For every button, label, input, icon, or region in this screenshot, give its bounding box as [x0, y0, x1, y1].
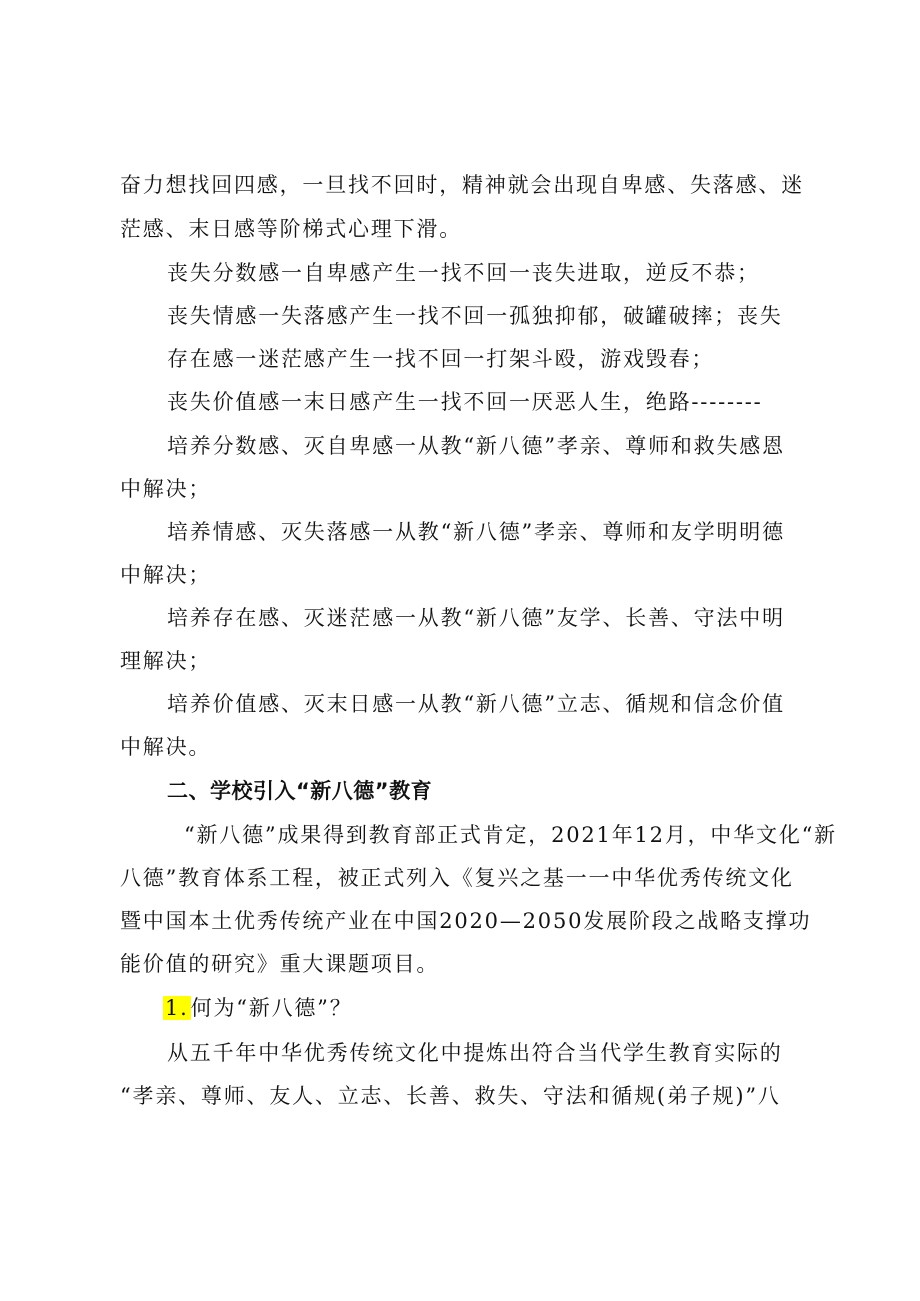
subheading: [163, 993, 353, 1023]
paragraph-line: 能价值的研究》重大课题项目。: [120, 952, 440, 976]
subheading-number: 1.: [165, 996, 189, 1020]
subheading-text: 何为“新八德”？: [190, 996, 353, 1020]
list-item: 存在感一迷茫感产生一找不回一打架斗殴，游戏毁春；: [167, 347, 715, 371]
list-item: 丧失价值感一末日感产生一找不回一厌恶人生，绝路--------: [167, 390, 763, 414]
list-item: 培养情感、灭失落感一从教“新八德”孝亲、尊师和友学明明德: [167, 520, 785, 544]
list-item: 培养价值感、灭末日感一从教“新八德”立志、循规和信念价值: [167, 692, 785, 716]
list-item: 丧失情感一失落感产生一找不回一孤独抑郁，破罐破摔；丧失: [167, 304, 783, 328]
list-item: 培养存在感、灭迷茫感一从教“新八德”友学、长善、守法中明: [167, 606, 785, 630]
paragraph-line: 奋力想找回四感，一旦找不回时，精神就会出现自卑感、失落感、迷: [120, 173, 804, 197]
paragraph-line: 茫感、末日感等阶梯式心理下滑。: [120, 217, 462, 241]
paragraph-line: 从五千年中华优秀传统文化中提炼出符合当代学生教育实际的: [167, 1041, 783, 1065]
paragraph-line: 暨中国本土优秀传统产业在中国2020—2050发展阶段之战略支撑功: [120, 909, 812, 933]
list-item-continuation: 中解决；: [120, 563, 212, 587]
list-item: 丧失分数感一自卑感产生一找不回一丧失进取，逆反不恭；: [167, 261, 760, 285]
paragraph-line: “孝亲、尊师、友人、立志、长善、救失、守法和循规(弟子规)”八: [120, 1084, 781, 1108]
section-heading: 二、学校引入“新八德”教育: [167, 779, 433, 803]
paragraph-line: “新八德”成果得到教育部正式肯定，2021年12月，中华文化“新: [184, 823, 837, 847]
list-item: 培养分数感、灭自卑感一从教“新八德”孝亲、尊师和救失感恩: [167, 434, 785, 458]
list-item-continuation: 中解决；: [120, 477, 212, 501]
list-item-continuation: 中解决。: [120, 735, 212, 759]
paragraph-line: 八德”教育体系工程，被正式列入《复兴之基一一中华优秀传统文化: [120, 866, 794, 890]
list-item-continuation: 理解决；: [120, 649, 212, 673]
